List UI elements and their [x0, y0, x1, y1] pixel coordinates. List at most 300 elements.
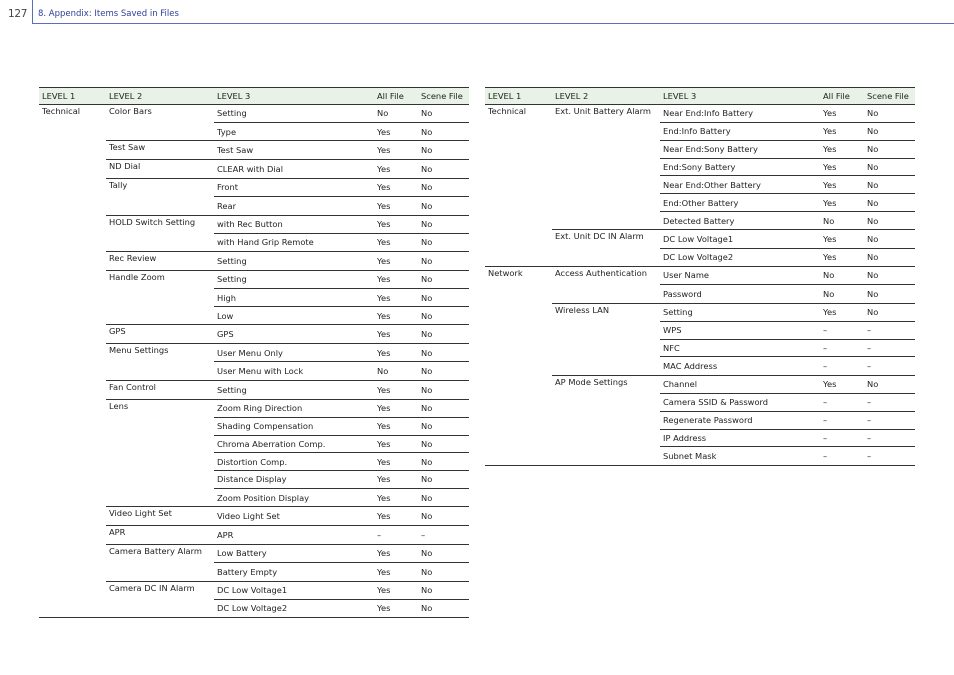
table-row	[39, 471, 469, 489]
level3-cell: DC Low Voltage1	[660, 230, 820, 248]
level1-cell	[39, 380, 106, 399]
level3-cell: IP Address	[660, 429, 820, 447]
all-file-cell: Yes	[374, 141, 418, 160]
level3-cell: MAC Address	[660, 357, 820, 375]
table-body	[39, 104, 469, 617]
level3-cell: Low	[214, 307, 374, 325]
scene-file-cell: No	[864, 176, 915, 194]
scene-file-cell: No	[418, 471, 469, 489]
all-file-cell: Yes	[374, 489, 418, 507]
level1-cell	[39, 197, 106, 215]
level3-cell: Camera SSID & Password	[660, 394, 820, 412]
level3-cell: DC Low Voltage2	[214, 599, 374, 617]
all-file-cell: –	[820, 447, 864, 465]
level3-cell: End:Sony Battery	[660, 158, 820, 176]
level1-cell	[39, 160, 106, 179]
level2-cell: Test Saw	[106, 141, 214, 160]
level3-cell: Distance Display	[214, 471, 374, 489]
level2-cell	[552, 411, 660, 429]
all-file-cell: Yes	[820, 375, 864, 393]
table-row	[39, 362, 469, 380]
level3-cell: Setting	[214, 380, 374, 399]
level1-cell	[485, 411, 552, 429]
scene-file-cell: No	[418, 362, 469, 380]
level1-cell: Technical	[42, 105, 81, 116]
all-file-cell: Yes	[820, 230, 864, 248]
level2-cell	[552, 429, 660, 447]
level1-cell	[485, 447, 552, 465]
level1-cell	[39, 215, 106, 233]
col-header-level3: LEVEL 3	[660, 88, 820, 105]
all-file-cell: Yes	[374, 344, 418, 362]
col-header-level1: LEVEL 1	[39, 88, 106, 105]
table-row	[39, 563, 469, 581]
col-header-all-file: All File	[374, 88, 418, 105]
scene-file-cell: No	[418, 344, 469, 362]
level2-cell	[106, 599, 214, 617]
table-row	[39, 215, 469, 233]
table-row	[39, 380, 469, 399]
scene-file-cell: –	[864, 339, 915, 357]
level1-cell	[39, 417, 106, 435]
table-row	[39, 544, 469, 562]
table-row	[485, 230, 915, 248]
level3-cell: Test Saw	[214, 141, 374, 160]
table-row	[485, 123, 915, 141]
scene-file-cell: –	[864, 321, 915, 339]
level3-cell: Zoom Position Display	[214, 489, 374, 507]
level2-cell: Rec Review	[106, 252, 214, 271]
col-header-scene-file: Scene File	[418, 88, 469, 105]
all-file-cell: No	[374, 362, 418, 380]
all-file-cell: Yes	[374, 471, 418, 489]
level1-cell	[39, 270, 106, 288]
level1-cell	[39, 289, 106, 307]
scene-file-cell: No	[418, 141, 469, 160]
level2-cell	[106, 123, 214, 141]
level3-cell: Regenerate Password	[660, 411, 820, 429]
level2-cell: Ext. Unit Battery Alarm	[555, 105, 651, 116]
level2-cell	[552, 194, 660, 212]
table-row	[485, 194, 915, 212]
level1-cell	[485, 357, 552, 375]
scene-file-cell: No	[418, 489, 469, 507]
level1-cell	[485, 339, 552, 357]
col-header-level2: LEVEL 2	[552, 88, 660, 105]
level3-cell: High	[214, 289, 374, 307]
level1-cell	[485, 375, 552, 393]
level2-cell: Fan Control	[106, 380, 214, 399]
table-row	[485, 266, 915, 284]
level1-cell	[39, 233, 106, 251]
level1-cell	[485, 303, 552, 321]
all-file-cell: Yes	[374, 581, 418, 599]
table-row	[39, 233, 469, 251]
all-file-cell: No	[820, 285, 864, 303]
level3-cell: Near End:Info Battery	[660, 104, 820, 122]
table-row	[39, 252, 469, 271]
scene-file-cell: No	[418, 581, 469, 599]
scene-file-cell: No	[418, 544, 469, 562]
level3-cell: User Name	[660, 266, 820, 284]
level3-cell: Channel	[660, 375, 820, 393]
level1-cell: Technical	[488, 105, 527, 116]
level3-cell: User Menu with Lock	[214, 362, 374, 380]
all-file-cell: Yes	[820, 140, 864, 158]
table-row	[485, 248, 915, 266]
level2-cell	[552, 285, 660, 303]
table-row	[39, 178, 469, 196]
all-file-cell: No	[374, 104, 418, 122]
level3-cell: Near End:Sony Battery	[660, 140, 820, 158]
level1-cell	[39, 489, 106, 507]
table-row	[39, 507, 469, 526]
level3-cell: Setting	[214, 252, 374, 271]
table-header-row	[39, 88, 469, 105]
level1-cell	[485, 230, 552, 248]
table-row	[39, 197, 469, 215]
scene-file-cell: –	[864, 357, 915, 375]
level3-cell: Detected Battery	[660, 212, 820, 230]
scene-file-cell: No	[864, 248, 915, 266]
page-number: 127	[8, 8, 28, 20]
all-file-cell: –	[820, 411, 864, 429]
level2-cell	[552, 339, 660, 357]
all-file-cell: Yes	[374, 289, 418, 307]
level2-cell	[552, 140, 660, 158]
level1-cell	[39, 599, 106, 617]
scene-file-cell: No	[864, 194, 915, 212]
level1-cell	[39, 362, 106, 380]
level1-cell	[39, 471, 106, 489]
all-file-cell: –	[820, 321, 864, 339]
all-file-cell: Yes	[820, 158, 864, 176]
level1-cell	[39, 544, 106, 562]
level2-cell: Ext. Unit DC IN Alarm	[552, 230, 660, 248]
level3-cell: Distortion Comp.	[214, 453, 374, 471]
scene-file-cell: No	[864, 230, 915, 248]
scene-file-cell: –	[864, 411, 915, 429]
table-row	[39, 581, 469, 599]
all-file-cell: Yes	[374, 453, 418, 471]
col-header-level1: LEVEL 1	[485, 88, 552, 105]
level1-cell	[39, 344, 106, 362]
table-row	[485, 339, 915, 357]
all-file-cell: –	[820, 394, 864, 412]
level1-cell	[485, 158, 552, 176]
all-file-cell: Yes	[374, 160, 418, 179]
level1-cell	[39, 581, 106, 599]
table-row	[485, 357, 915, 375]
all-file-cell: –	[820, 429, 864, 447]
level2-cell: Video Light Set	[106, 507, 214, 526]
level2-cell: Handle Zoom	[106, 270, 214, 288]
level1-cell	[39, 453, 106, 471]
table-header-row	[485, 88, 915, 105]
col-header-all-file: All File	[820, 88, 864, 105]
level1-cell: Network	[485, 266, 552, 284]
level3-cell: Battery Empty	[214, 563, 374, 581]
level1-cell	[39, 123, 106, 141]
level1-cell	[485, 140, 552, 158]
table-row	[39, 599, 469, 617]
all-file-cell: –	[820, 357, 864, 375]
level1-cell	[485, 123, 552, 141]
scene-file-cell: –	[864, 429, 915, 447]
table-row	[39, 160, 469, 179]
scene-file-cell: No	[418, 123, 469, 141]
scene-file-cell: No	[864, 158, 915, 176]
all-file-cell: Yes	[820, 123, 864, 141]
table-row	[39, 325, 469, 344]
level2-cell	[552, 123, 660, 141]
level2-cell	[106, 563, 214, 581]
level3-cell: GPS	[214, 325, 374, 344]
level2-cell: Menu Settings	[106, 344, 214, 362]
scene-file-cell: No	[418, 270, 469, 288]
level2-cell	[552, 394, 660, 412]
level2-cell	[552, 248, 660, 266]
level3-cell: End:Other Battery	[660, 194, 820, 212]
level1-cell	[39, 507, 106, 526]
table-row	[485, 303, 915, 321]
level3-cell: Near End:Other Battery	[660, 176, 820, 194]
all-file-cell: Yes	[374, 417, 418, 435]
all-file-cell: Yes	[374, 123, 418, 141]
level2-cell	[552, 357, 660, 375]
scene-file-cell: No	[418, 507, 469, 526]
table-row	[485, 176, 915, 194]
scene-file-cell: –	[418, 526, 469, 545]
level2-cell	[552, 447, 660, 465]
header-rule	[32, 23, 954, 24]
table-row	[39, 453, 469, 471]
level3-cell: Front	[214, 178, 374, 196]
table-row	[39, 417, 469, 435]
level2-cell	[106, 471, 214, 489]
section-title: 8. Appendix: Items Saved in Files	[38, 9, 179, 19]
scene-file-cell: No	[418, 435, 469, 453]
level2-cell	[106, 417, 214, 435]
scene-file-cell: No	[864, 285, 915, 303]
all-file-cell: Yes	[820, 176, 864, 194]
table-row	[485, 375, 915, 393]
level2-cell: ND Dial	[106, 160, 214, 179]
table-row	[485, 447, 915, 465]
header-divider	[32, 0, 33, 24]
level3-cell: Video Light Set	[214, 507, 374, 526]
table-row	[485, 411, 915, 429]
all-file-cell: Yes	[374, 507, 418, 526]
level2-cell	[106, 453, 214, 471]
all-file-cell: Yes	[374, 399, 418, 417]
level3-cell: Setting	[214, 104, 374, 122]
level3-cell: APR	[214, 526, 374, 545]
level2-cell: Wireless LAN	[552, 303, 660, 321]
all-file-cell: Yes	[820, 303, 864, 321]
scene-file-cell: No	[864, 375, 915, 393]
level2-cell	[106, 289, 214, 307]
level1-cell	[39, 399, 106, 417]
level3-cell: NFC	[660, 339, 820, 357]
scene-file-cell: No	[864, 140, 915, 158]
scene-file-cell: No	[418, 417, 469, 435]
scene-file-cell: No	[864, 104, 915, 122]
level1-cell	[485, 321, 552, 339]
table-row	[485, 158, 915, 176]
level1-cell	[485, 212, 552, 230]
table-row	[485, 104, 915, 122]
all-file-cell: No	[820, 266, 864, 284]
level3-cell: Setting	[214, 270, 374, 288]
level1-cell	[485, 394, 552, 412]
scene-file-cell: No	[418, 453, 469, 471]
level3-cell: WPS	[660, 321, 820, 339]
level3-cell: DC Low Voltage1	[214, 581, 374, 599]
level2-cell	[106, 362, 214, 380]
col-header-scene-file: Scene File	[864, 88, 915, 105]
level2-cell	[552, 321, 660, 339]
level3-cell: Chroma Aberration Comp.	[214, 435, 374, 453]
scene-file-cell: No	[864, 212, 915, 230]
scene-file-cell: No	[418, 160, 469, 179]
table-row	[485, 394, 915, 412]
level2-cell: Camera Battery Alarm	[106, 544, 214, 562]
table-row	[39, 526, 469, 545]
all-file-cell: Yes	[374, 380, 418, 399]
table-row	[39, 307, 469, 325]
scene-file-cell: No	[418, 289, 469, 307]
table-row	[39, 489, 469, 507]
level1-cell	[39, 307, 106, 325]
level2-cell	[552, 176, 660, 194]
level2-cell	[552, 158, 660, 176]
all-file-cell: –	[374, 526, 418, 545]
level2-cell: Tally	[106, 178, 214, 196]
scene-file-cell: No	[418, 599, 469, 617]
table-row	[39, 344, 469, 362]
level2-cell: APR	[106, 526, 214, 545]
level1-cell	[39, 563, 106, 581]
level3-cell: with Rec Button	[214, 215, 374, 233]
level3-cell: with Hand Grip Remote	[214, 233, 374, 251]
scene-file-cell: No	[864, 123, 915, 141]
scene-file-cell: No	[418, 325, 469, 344]
all-file-cell: Yes	[374, 307, 418, 325]
level3-cell: Rear	[214, 197, 374, 215]
all-file-cell: –	[820, 339, 864, 357]
page-header	[0, 0, 954, 24]
table-row	[39, 104, 469, 122]
level3-cell: Password	[660, 285, 820, 303]
all-file-cell: Yes	[820, 104, 864, 122]
level2-cell: HOLD Switch Setting	[106, 215, 214, 233]
table-row	[485, 140, 915, 158]
table-row	[485, 429, 915, 447]
scene-file-cell: No	[418, 252, 469, 271]
table-row	[39, 399, 469, 417]
all-file-cell: Yes	[374, 270, 418, 288]
all-file-cell: Yes	[374, 544, 418, 562]
col-header-level2: LEVEL 2	[106, 88, 214, 105]
level2-cell	[106, 489, 214, 507]
table-row	[39, 141, 469, 160]
items-table-left	[39, 87, 469, 618]
items-table-right	[485, 87, 915, 466]
level3-cell: CLEAR with Dial	[214, 160, 374, 179]
level1-cell	[485, 285, 552, 303]
all-file-cell: Yes	[374, 197, 418, 215]
table-row	[39, 435, 469, 453]
level2-cell: Lens	[106, 399, 214, 417]
level1-cell	[485, 429, 552, 447]
table-row	[39, 123, 469, 141]
level3-cell: Low Battery	[214, 544, 374, 562]
level1-cell	[485, 176, 552, 194]
table-row	[485, 212, 915, 230]
level1-cell	[39, 141, 106, 160]
level2-cell	[106, 197, 214, 215]
scene-file-cell: No	[418, 307, 469, 325]
scene-file-cell: No	[418, 233, 469, 251]
level1-cell	[39, 526, 106, 545]
scene-file-cell: No	[864, 266, 915, 284]
level2-cell: Color Bars	[109, 105, 152, 116]
table-row	[39, 289, 469, 307]
scene-file-cell: No	[418, 215, 469, 233]
scene-file-cell: No	[418, 178, 469, 196]
level3-cell: Shading Compensation	[214, 417, 374, 435]
level2-cell	[106, 233, 214, 251]
level2-cell: GPS	[106, 325, 214, 344]
level3-cell: Setting	[660, 303, 820, 321]
all-file-cell: No	[820, 212, 864, 230]
all-file-cell: Yes	[374, 325, 418, 344]
level1-cell	[485, 248, 552, 266]
scene-file-cell: No	[418, 197, 469, 215]
level1-cell	[39, 435, 106, 453]
level2-cell: Camera DC IN Alarm	[106, 581, 214, 599]
level1-cell	[39, 325, 106, 344]
scene-file-cell: No	[418, 563, 469, 581]
level3-cell: Zoom Ring Direction	[214, 399, 374, 417]
level3-cell: End:Info Battery	[660, 123, 820, 141]
level2-cell	[106, 307, 214, 325]
scene-file-cell: No	[418, 104, 469, 122]
all-file-cell: Yes	[820, 194, 864, 212]
level1-cell	[39, 178, 106, 196]
level2-cell: Access Authentication	[552, 266, 660, 284]
level1-cell	[485, 194, 552, 212]
level3-cell: Subnet Mask	[660, 447, 820, 465]
level2-cell: AP Mode Settings	[552, 375, 660, 393]
all-file-cell: Yes	[374, 599, 418, 617]
table-row	[485, 321, 915, 339]
all-file-cell: Yes	[374, 233, 418, 251]
level2-cell	[106, 435, 214, 453]
level2-cell	[552, 212, 660, 230]
level3-cell: Type	[214, 123, 374, 141]
table-row	[485, 285, 915, 303]
scene-file-cell: No	[418, 380, 469, 399]
all-file-cell: Yes	[374, 215, 418, 233]
scene-file-cell: –	[864, 394, 915, 412]
scene-file-cell: –	[864, 447, 915, 465]
level3-cell: User Menu Only	[214, 344, 374, 362]
all-file-cell: Yes	[820, 248, 864, 266]
scene-file-cell: No	[864, 303, 915, 321]
all-file-cell: Yes	[374, 252, 418, 271]
